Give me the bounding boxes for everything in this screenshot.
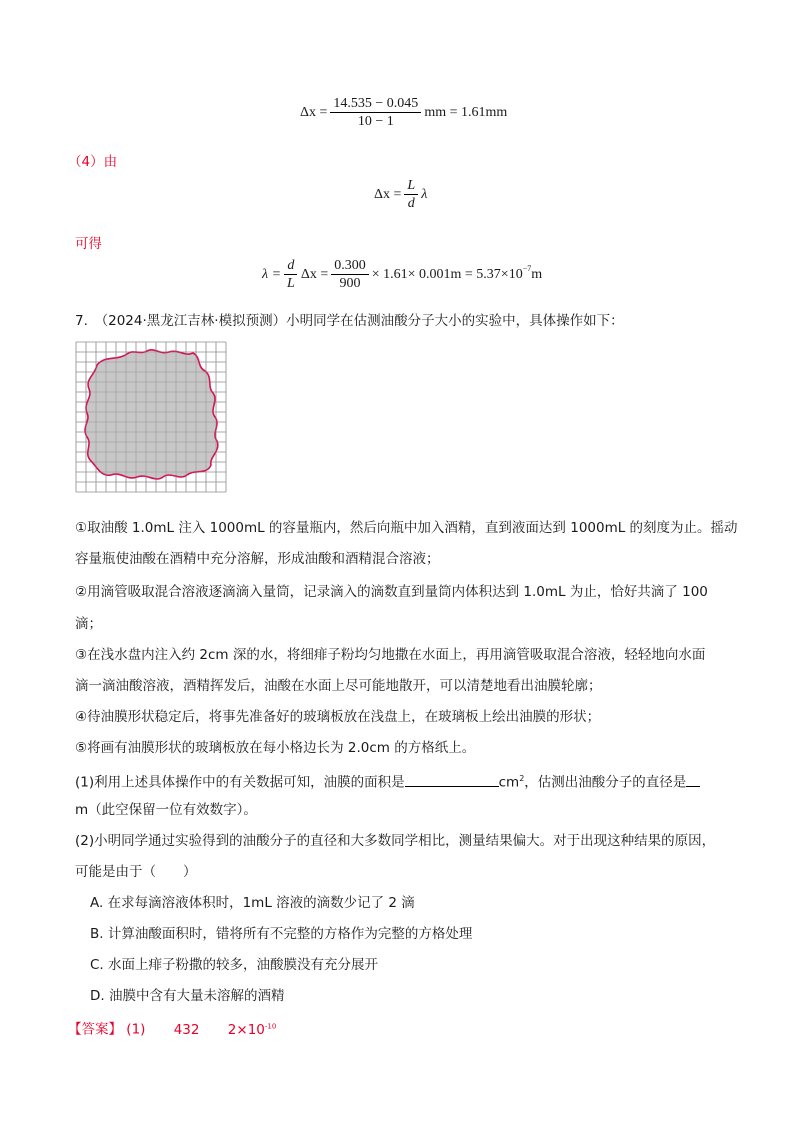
formula1-lhs: Δx = bbox=[300, 104, 328, 120]
step-line-4: 滴； bbox=[75, 616, 102, 632]
formula3-f1-numerator: d bbox=[284, 258, 297, 275]
option-c[interactable]: C. 水面上痱子粉撒的较多，油酸膜没有充分展开 bbox=[90, 957, 379, 973]
option-d[interactable]: D. 油膜中含有大量未溶解的酒精 bbox=[90, 988, 285, 1004]
step-line-6: 滴一滴油酸溶液，酒精挥发后，油酸在水面上尽可能地散开，可以清楚地看出油膜轮廓； bbox=[75, 678, 602, 694]
q1-diameter-blank[interactable] bbox=[686, 786, 700, 787]
step-line-3: ②用滴管吸取混合溶液逐滴滴入量筒，记录滴入的滴数直到量筒内体积达到 1.0mL 为止，恰好共滴了 100 bbox=[75, 584, 708, 600]
formula3-f2-numerator: 0.300 bbox=[331, 258, 369, 275]
question-2-line-2: 可能是由于（ ） bbox=[75, 864, 197, 880]
kede-label: 可得 bbox=[75, 236, 102, 252]
formula-delta-x-relation bbox=[374, 178, 427, 211]
option-b[interactable]: B. 计算油酸面积时，错将所有不完整的方格作为完整的方格处理 bbox=[90, 926, 473, 942]
answer-value-2 bbox=[228, 1022, 277, 1038]
formula3-unit: m bbox=[531, 266, 543, 282]
formula3-fraction2 bbox=[331, 258, 369, 291]
formula3-rhs: × 1.61× 0.001m = 5.37×10 bbox=[371, 266, 523, 282]
oil-film-svg bbox=[75, 341, 227, 493]
formula2-fraction bbox=[404, 178, 418, 211]
q1-area-blank[interactable] bbox=[405, 786, 499, 787]
formula2-lhs: Δx = bbox=[374, 186, 402, 202]
q1-unit: cm bbox=[498, 774, 520, 791]
question-intro: 7. （2024·黑龙江吉林·模拟预测）小明同学在估测油酸分子大小的实验中，具体操作如下： bbox=[75, 313, 624, 329]
formula1-denominator: 10 − 1 bbox=[357, 114, 394, 129]
formula-wavelength bbox=[262, 258, 542, 291]
answer-value-2-exponent: -10 bbox=[264, 1022, 277, 1030]
formula2-numerator: L bbox=[404, 178, 418, 195]
step4-label: （4）由 bbox=[68, 154, 118, 170]
question-1-line bbox=[75, 769, 700, 793]
formula3-lhs: λ = bbox=[262, 266, 282, 282]
answer-value-1: 432 bbox=[173, 1021, 200, 1038]
step-line-5: ③在浅水盘内注入约 2cm 深的水，将细痱子粉均匀地撒在水面上，再用滴管吸取混合溶液，轻轻地向水面 bbox=[75, 647, 706, 663]
formula3-f2-denominator: 900 bbox=[339, 276, 361, 291]
step-line-1: ①取油酸 1.0mL 注入 1000mL 的容量瓶内，然后向瓶中加入酒精，直到液面达到 1000mL 的刻度为止。摇动 bbox=[75, 520, 738, 536]
q1-text-b: ，估测出油酸分子的直径是 bbox=[524, 774, 687, 791]
formula3-fraction1 bbox=[284, 258, 298, 291]
formula1-rhs: mm = 1.61mm bbox=[424, 104, 508, 120]
formula3-mid: Δx = bbox=[300, 266, 329, 282]
oil-film-grid-figure bbox=[75, 341, 227, 493]
oil-film-outline bbox=[85, 350, 218, 479]
answer-part: (1) bbox=[126, 1021, 146, 1038]
step-line-2: 容量瓶使油酸在酒精中充分溶解，形成油酸和酒精混合溶液； bbox=[75, 551, 440, 567]
answer-line bbox=[68, 1016, 276, 1040]
question-1-line-2: m（此空保留一位有效数字）。 bbox=[75, 802, 257, 818]
formula1-fraction bbox=[330, 96, 421, 129]
answer-value-2-base: 2×10 bbox=[227, 1021, 265, 1038]
question-2-line-1: (2)小明同学通过实验得到的油酸分子的直径和大多数同学相比，测量结果偏大。对于出现这种结果的原因， bbox=[75, 833, 716, 849]
q1-text-a: (1)利用上述具体操作中的有关数据可知，油膜的面积是 bbox=[75, 774, 405, 791]
q1-unit-exponent: 2 bbox=[519, 774, 525, 783]
option-a[interactable]: A. 在求每滴溶液体积时，1mL 溶液的滴数少记了 2 滴 bbox=[90, 895, 415, 911]
formula-delta-x-average bbox=[300, 96, 507, 129]
answer-label: 【答案】 bbox=[68, 1021, 122, 1038]
formula2-denominator: d bbox=[407, 196, 415, 211]
formula3-exponent: −7 bbox=[522, 264, 532, 273]
formula2-rhs: λ bbox=[421, 186, 428, 202]
formula1-numerator: 14.535 − 0.045 bbox=[330, 96, 421, 113]
step-line-8: ⑤将画有油膜形状的玻璃板放在每小格边长为 2.0cm 的方格纸上。 bbox=[75, 740, 476, 756]
step-line-7: ④待油膜形状稳定后，将事先准备好的玻璃板放在浅盘上，在玻璃板上绘出油膜的形状； bbox=[75, 709, 601, 725]
formula3-f1-denominator: L bbox=[287, 276, 295, 291]
